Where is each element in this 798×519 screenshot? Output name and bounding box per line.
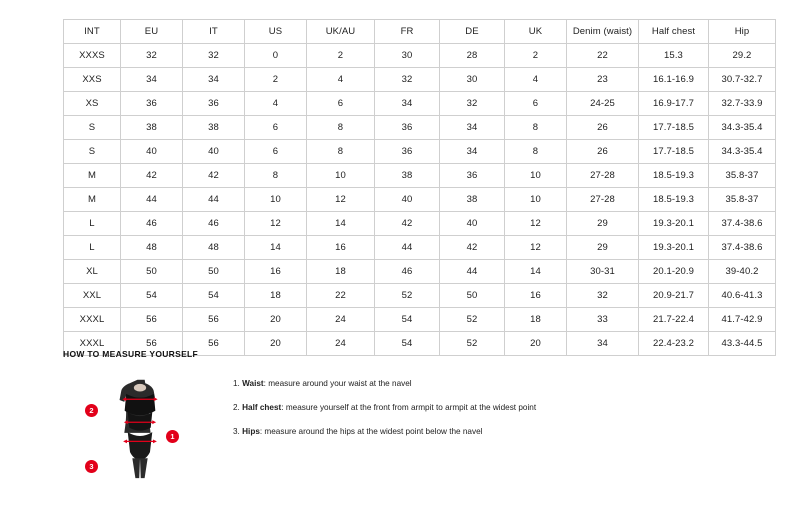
cell-eu: 40: [121, 140, 183, 164]
instruction-waist-term: Waist: [242, 379, 264, 388]
cell-de: 32: [440, 92, 505, 116]
cell-hip: 34.3-35.4: [709, 116, 776, 140]
measure-instructions: [233, 369, 536, 451]
cell-it: 50: [183, 260, 245, 284]
cell-uk: 12: [505, 236, 567, 260]
cell-eu: 34: [121, 68, 183, 92]
cell-hip: 29.2: [709, 44, 776, 68]
cell-hip: 39-40.2: [709, 260, 776, 284]
cell-hip: 37.4-38.6: [709, 212, 776, 236]
cell-de: 36: [440, 164, 505, 188]
cell-fr: 30: [375, 44, 440, 68]
cell-half-chest: 18.5-19.3: [639, 164, 709, 188]
cell-us: 20: [245, 332, 307, 356]
cell-uk: 6: [505, 92, 567, 116]
table-row: [64, 188, 776, 212]
instruction-hips-number: 3.: [233, 426, 240, 436]
cell-fr: 36: [375, 140, 440, 164]
cell-fr: 38: [375, 164, 440, 188]
cell-uk-au: 10: [307, 164, 375, 188]
column-header-de: DE: [440, 20, 505, 44]
cell-eu: 38: [121, 116, 183, 140]
cell-hip: 41.7-42.9: [709, 308, 776, 332]
how-to-measure-title: HOW TO MEASURE YOURSELF: [63, 349, 199, 359]
cell-it: 56: [183, 332, 245, 356]
cell-half-chest: 20.9-21.7: [639, 284, 709, 308]
marker-1-waist: 1: [166, 430, 179, 443]
cell-us: 10: [245, 188, 307, 212]
cell-uk-au: 4: [307, 68, 375, 92]
instruction-waist: [233, 379, 536, 389]
instruction-half-chest-number: 2.: [233, 402, 240, 412]
cell-it: 34: [183, 68, 245, 92]
cell-uk-au: 16: [307, 236, 375, 260]
cell-us: 12: [245, 212, 307, 236]
cell-int: XXXL: [64, 332, 121, 356]
cell-us: 18: [245, 284, 307, 308]
how-to-measure-section: [63, 349, 763, 509]
cell-uk-au: 24: [307, 308, 375, 332]
column-header-us: US: [245, 20, 307, 44]
cell-uk: 4: [505, 68, 567, 92]
cell-de: 52: [440, 308, 505, 332]
cell-uk: 8: [505, 116, 567, 140]
cell-int: XL: [64, 260, 121, 284]
cell-de: 52: [440, 332, 505, 356]
instruction-half-chest-term: Half chest: [242, 402, 282, 412]
cell-de: 34: [440, 140, 505, 164]
cell-denim-waist: 33: [567, 308, 639, 332]
cell-int: XXS: [64, 68, 121, 92]
instruction-hips-text: : measure around the hips at the widest point below the navel: [259, 426, 483, 436]
cell-us: 6: [245, 116, 307, 140]
marker-2-half-chest: 2: [85, 404, 98, 417]
cell-half-chest: 16.9-17.7: [639, 92, 709, 116]
table-row: [64, 116, 776, 140]
cell-hip: 43.3-44.5: [709, 332, 776, 356]
cell-de: 30: [440, 68, 505, 92]
cell-int: XS: [64, 92, 121, 116]
cell-us: 0: [245, 44, 307, 68]
table-row: [64, 260, 776, 284]
table-row: [64, 284, 776, 308]
cell-fr: 46: [375, 260, 440, 284]
cell-uk-au: 2: [307, 44, 375, 68]
cell-denim-waist: 30-31: [567, 260, 639, 284]
cell-it: 40: [183, 140, 245, 164]
cell-hip: 30.7-32.7: [709, 68, 776, 92]
cell-uk-au: 14: [307, 212, 375, 236]
cell-it: 46: [183, 212, 245, 236]
cell-half-chest: 19.3-20.1: [639, 212, 709, 236]
column-header-uk-au: UK/AU: [307, 20, 375, 44]
table-row: [64, 44, 776, 68]
column-header-hip: Hip: [709, 20, 776, 44]
cell-uk: 20: [505, 332, 567, 356]
column-header-eu: EU: [121, 20, 183, 44]
cell-half-chest: 18.5-19.3: [639, 188, 709, 212]
cell-uk-au: 6: [307, 92, 375, 116]
cell-half-chest: 15.3: [639, 44, 709, 68]
cell-hip: 40.6-41.3: [709, 284, 776, 308]
cell-eu: 54: [121, 284, 183, 308]
cell-us: 6: [245, 140, 307, 164]
cell-denim-waist: 34: [567, 332, 639, 356]
cell-it: 38: [183, 116, 245, 140]
cell-hip: 35.8-37: [709, 188, 776, 212]
cell-eu: 46: [121, 212, 183, 236]
cell-denim-waist: 29: [567, 212, 639, 236]
cell-uk: 16: [505, 284, 567, 308]
cell-fr: 44: [375, 236, 440, 260]
cell-fr: 34: [375, 92, 440, 116]
cell-uk-au: 24: [307, 332, 375, 356]
cell-eu: 32: [121, 44, 183, 68]
cell-uk: 8: [505, 140, 567, 164]
cell-eu: 50: [121, 260, 183, 284]
cell-denim-waist: 24-25: [567, 92, 639, 116]
column-header-denim-waist: Denim (waist): [567, 20, 639, 44]
cell-de: 42: [440, 236, 505, 260]
column-header-fr: FR: [375, 20, 440, 44]
cell-denim-waist: 27-28: [567, 164, 639, 188]
cell-hip: 32.7-33.9: [709, 92, 776, 116]
cell-int: L: [64, 236, 121, 260]
cell-denim-waist: 26: [567, 140, 639, 164]
instruction-half-chest: [233, 403, 536, 413]
cell-eu: 56: [121, 308, 183, 332]
cell-fr: 54: [375, 332, 440, 356]
cell-uk-au: 12: [307, 188, 375, 212]
table-row: [64, 92, 776, 116]
cell-fr: 54: [375, 308, 440, 332]
mannequin-figure: [83, 369, 203, 509]
cell-uk: 2: [505, 44, 567, 68]
cell-denim-waist: 23: [567, 68, 639, 92]
cell-it: 56: [183, 308, 245, 332]
cell-eu: 42: [121, 164, 183, 188]
table-row: [64, 236, 776, 260]
instruction-half-chest-text: : measure yourself at the front from armpit to armpit at the widest point: [281, 402, 537, 412]
column-header-it: IT: [183, 20, 245, 44]
cell-int: S: [64, 140, 121, 164]
instruction-hips-term: Hips: [242, 426, 260, 436]
cell-us: 20: [245, 308, 307, 332]
cell-de: 28: [440, 44, 505, 68]
cell-uk-au: 8: [307, 140, 375, 164]
cell-half-chest: 22.4-23.2: [639, 332, 709, 356]
table-row: [64, 212, 776, 236]
column-header-half-chest: Half chest: [639, 20, 709, 44]
cell-uk: 10: [505, 188, 567, 212]
cell-eu: 44: [121, 188, 183, 212]
cell-int: XXL: [64, 284, 121, 308]
size-chart-table: [63, 19, 776, 356]
cell-de: 50: [440, 284, 505, 308]
cell-us: 16: [245, 260, 307, 284]
instruction-waist-number: 1.: [233, 379, 240, 388]
column-header-uk: UK: [505, 20, 567, 44]
marker-3-hips: 3: [85, 460, 98, 473]
cell-uk: 18: [505, 308, 567, 332]
cell-fr: 40: [375, 188, 440, 212]
cell-de: 34: [440, 116, 505, 140]
cell-it: 54: [183, 284, 245, 308]
table-row: [64, 140, 776, 164]
cell-eu: 56: [121, 332, 183, 356]
cell-half-chest: 21.7-22.4: [639, 308, 709, 332]
cell-hip: 35.8-37: [709, 164, 776, 188]
cell-int: XXXS: [64, 44, 121, 68]
instruction-hips: [233, 427, 536, 437]
cell-us: 2: [245, 68, 307, 92]
cell-it: 48: [183, 236, 245, 260]
cell-it: 32: [183, 44, 245, 68]
cell-half-chest: 17.7-18.5: [639, 140, 709, 164]
cell-eu: 48: [121, 236, 183, 260]
cell-denim-waist: 27-28: [567, 188, 639, 212]
cell-fr: 42: [375, 212, 440, 236]
cell-us: 4: [245, 92, 307, 116]
table-header-row: [64, 20, 776, 44]
cell-int: XXXL: [64, 308, 121, 332]
cell-eu: 36: [121, 92, 183, 116]
cell-int: S: [64, 116, 121, 140]
cell-denim-waist: 32: [567, 284, 639, 308]
cell-uk: 10: [505, 164, 567, 188]
cell-denim-waist: 29: [567, 236, 639, 260]
cell-half-chest: 20.1-20.9: [639, 260, 709, 284]
cell-denim-waist: 26: [567, 116, 639, 140]
cell-hip: 37.4-38.6: [709, 236, 776, 260]
cell-half-chest: 19.3-20.1: [639, 236, 709, 260]
size-chart-container: [63, 19, 763, 356]
cell-int: M: [64, 188, 121, 212]
column-header-int: INT: [64, 20, 121, 44]
cell-uk-au: 18: [307, 260, 375, 284]
cell-uk: 12: [505, 212, 567, 236]
cell-denim-waist: 22: [567, 44, 639, 68]
cell-us: 14: [245, 236, 307, 260]
cell-it: 44: [183, 188, 245, 212]
cell-it: 36: [183, 92, 245, 116]
cell-int: L: [64, 212, 121, 236]
cell-it: 42: [183, 164, 245, 188]
cell-fr: 52: [375, 284, 440, 308]
mannequin-icon: [117, 377, 163, 495]
cell-de: 44: [440, 260, 505, 284]
cell-uk-au: 22: [307, 284, 375, 308]
table-row: [64, 68, 776, 92]
how-to-measure-body: [63, 369, 763, 509]
table-row: [64, 164, 776, 188]
cell-fr: 36: [375, 116, 440, 140]
cell-half-chest: 17.7-18.5: [639, 116, 709, 140]
cell-de: 40: [440, 212, 505, 236]
cell-uk-au: 8: [307, 116, 375, 140]
cell-int: M: [64, 164, 121, 188]
cell-uk: 14: [505, 260, 567, 284]
cell-de: 38: [440, 188, 505, 212]
table-row: [64, 308, 776, 332]
cell-fr: 32: [375, 68, 440, 92]
instruction-waist-text: : measure around your waist at the navel: [263, 379, 412, 388]
cell-half-chest: 16.1-16.9: [639, 68, 709, 92]
cell-hip: 34.3-35.4: [709, 140, 776, 164]
cell-us: 8: [245, 164, 307, 188]
